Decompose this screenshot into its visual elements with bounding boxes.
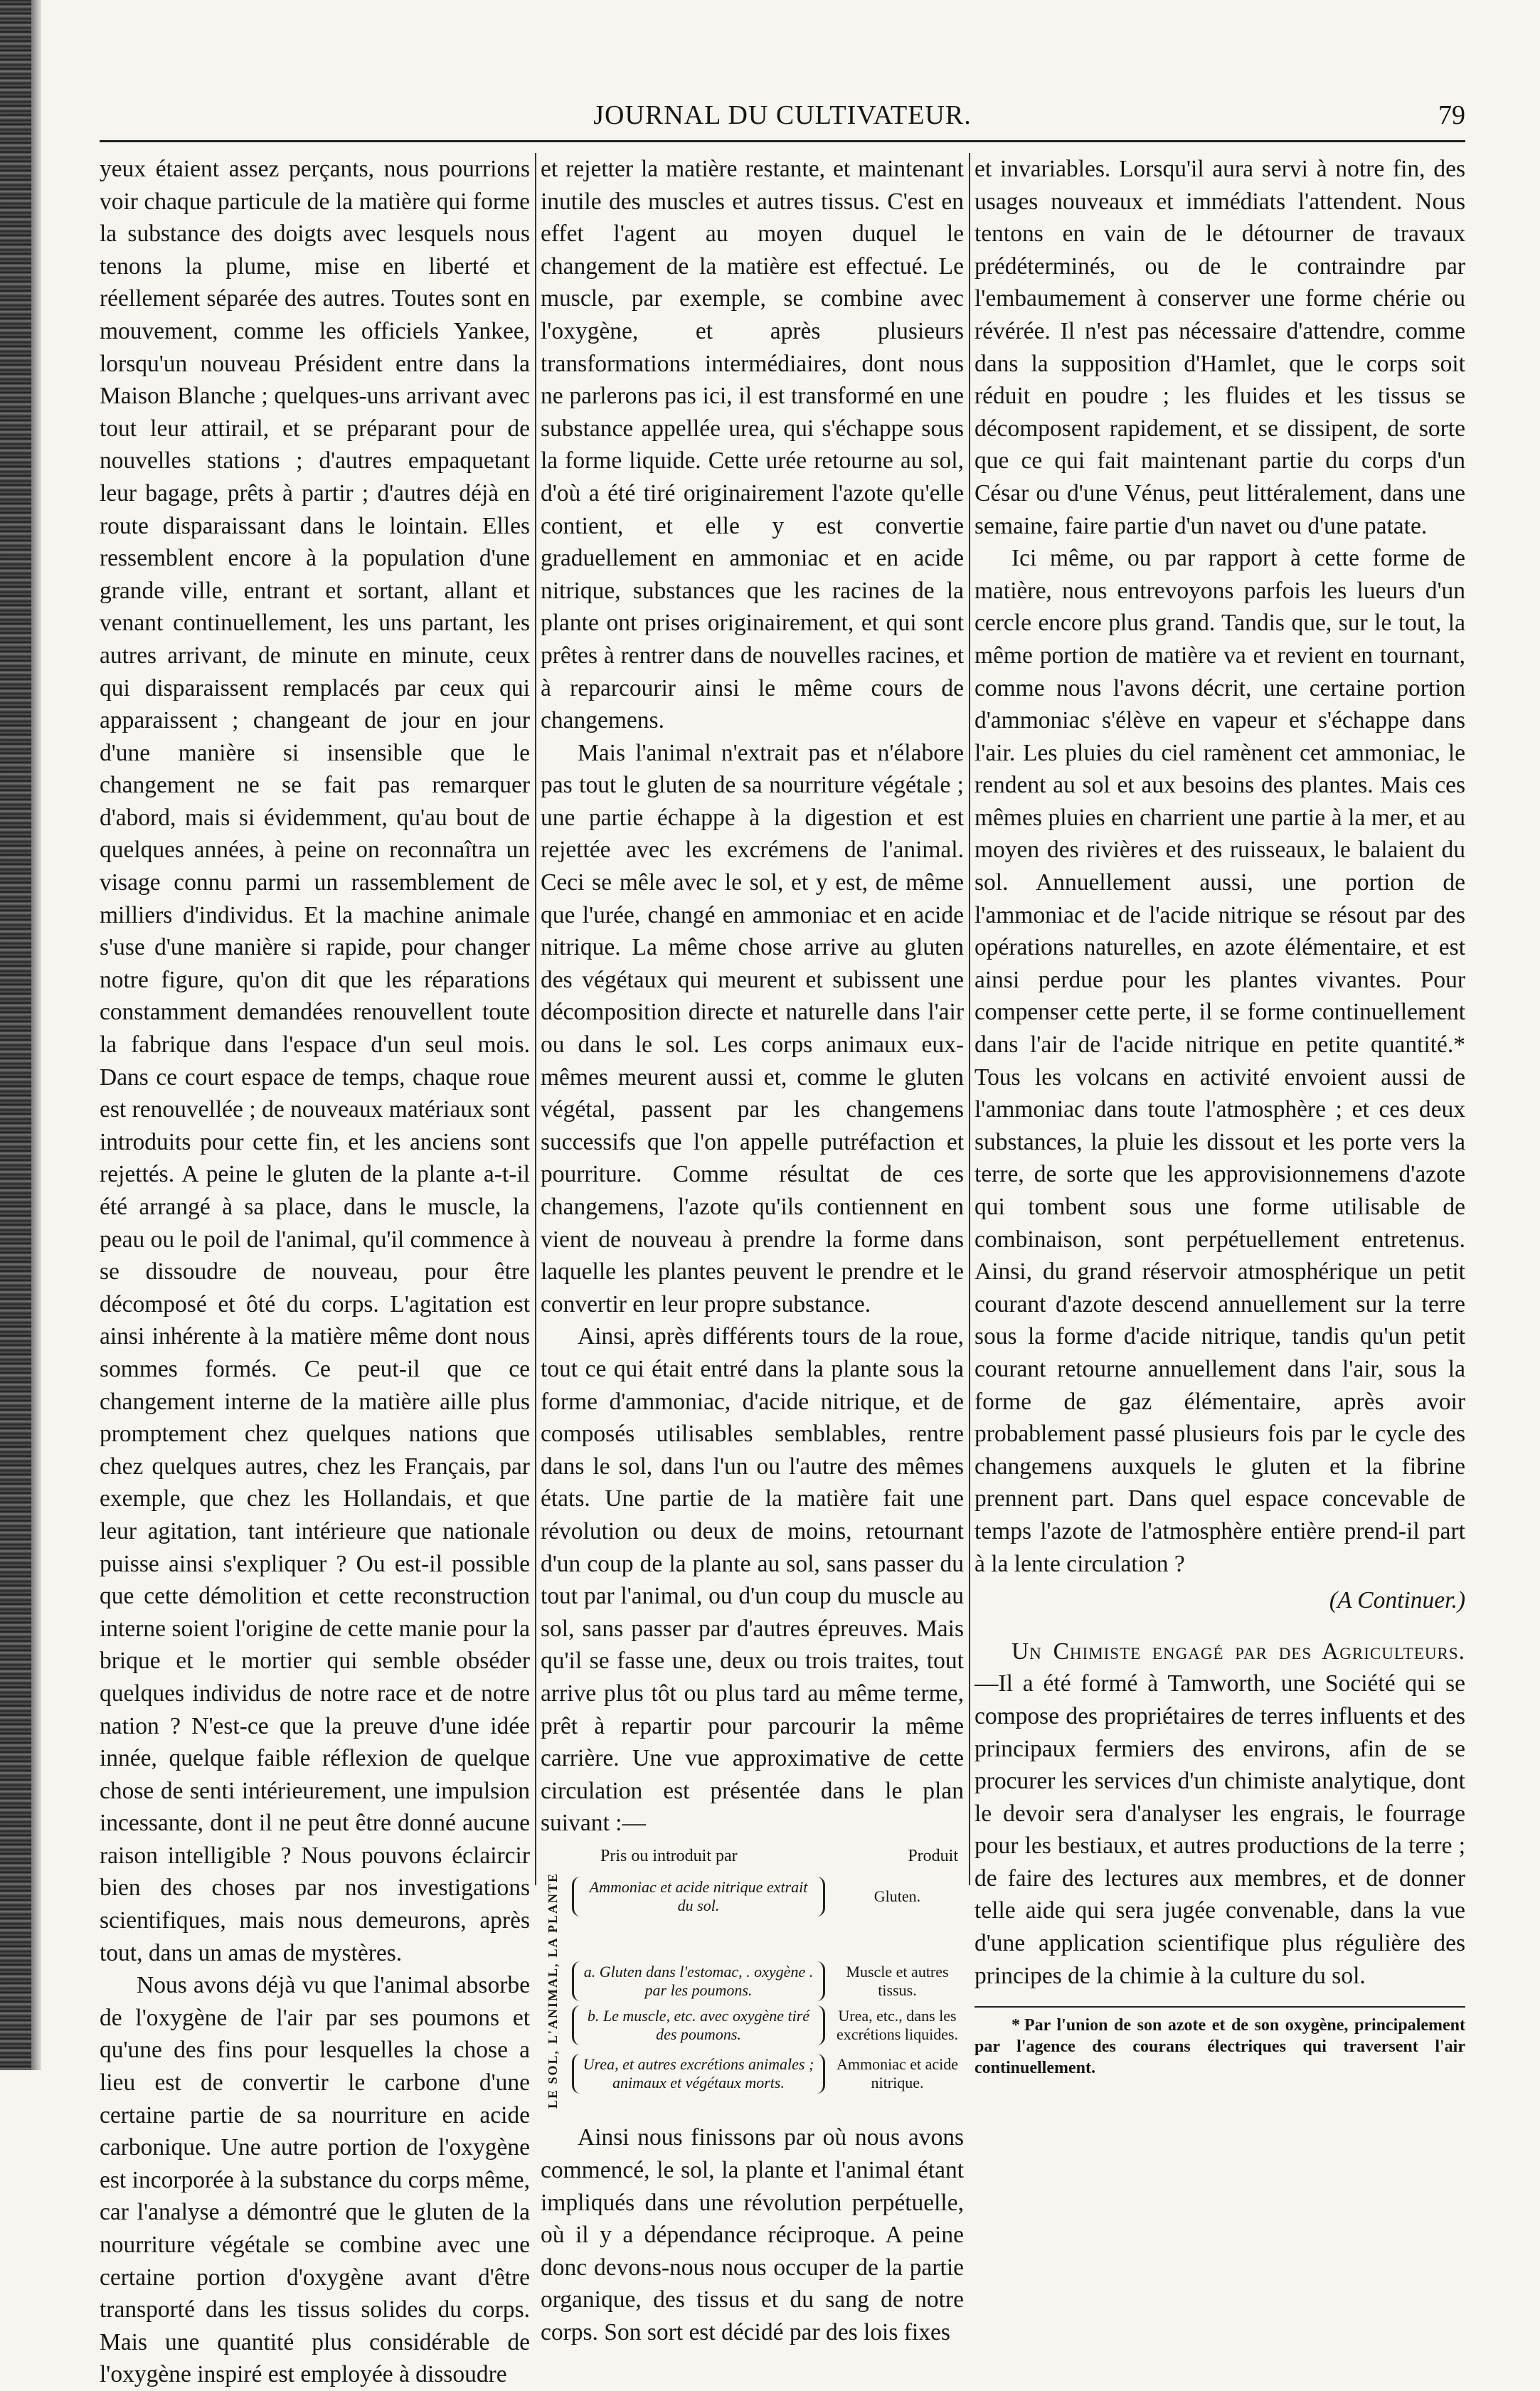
running-head: JOURNAL DU CULTIVATEUR.: [593, 100, 972, 130]
input-cell: b. Le muscle, etc. avec oxygène tiré des poumons.: [572, 2005, 825, 2045]
footnote-text: Par l'union de son azote et de son oxygène, principalement par l'agence des courans électriques qui traversent l'air continuellement.: [975, 2016, 1465, 2078]
to-be-continued: (A Continuer.): [1329, 1587, 1465, 1614]
circulation-row: [572, 1877, 964, 1916]
circulation-group-soil: [543, 2050, 964, 2109]
output-cell: Urea, etc., dans les excrétions liquides.: [836, 2007, 959, 2044]
page-number: 79: [1438, 100, 1465, 130]
output-cell: Muscle et autres tissus.: [846, 1963, 949, 2000]
page-header: [100, 100, 1465, 135]
footnote-mark: *: [1011, 2016, 1020, 2035]
input-cell: Ammoniac et acide nitrique extrait du sol.: [572, 1877, 825, 1916]
paragraph: et rejetter la matière restante, et maintenant inutile des muscles et autres tissus. C'est en effet l'agent au moyen duquel le changement de la matière est effectué. Le muscle, par exemple, se combine avec l'oxygène, et après plusieurs transformations intermédiaires, dont nous ne parlerons pas ici, il est transformé en une substance appellée urea, qui s'échappe sous la forme liquide. Cette urée retourne au sol, d'où a été tiré originairement l'azote qu'elle contient, et elle y est convertie graduellement en ammoniac et en acide nitrique, substances que les racines de la plante ont prises originairement, et qui sont prêtes à rentrer dans de nouvelles racines, et à reparcourir ainsi le même cours de changemens.: [541, 156, 964, 734]
paragraph: Mais l'animal n'extrait pas et n'élabore pas tout le gluten de sa nourriture végétale ; une partie échappe à la digestion et est rejettée avec les excrémens de l'animal. Ceci se mêle avec le sol, et y est, de même que l'urée, changé en ammoniac et en acide nitrique. La même chose arrive au gluten des végétaux qui meurent et subissent une décomposition directe et naturelle dans l'air ou dans le sol. Les corps animaux eux-mêmes meurent aussi et, comme le gluten végétal, passent par les changemens successifs que l'on appelle putréfaction et pourriture. Comme résultat de ces changemens, l'azote qu'ils contiennent en vient de nouveau à prendre la forme dans laquelle les plantes peuvent le prendre et le convertir en leur propre substance.: [541, 739, 964, 1318]
circulation-row: [572, 2005, 964, 2045]
paragraph: et invariables. Lorsqu'il aura servi à notre fin, des usages nouveaux et immédiats l'attendent. Nous tentons en vain de le détourner de travaux prédéterminés, ou de le contraindre par l'embaumement à conserver une forme chérie ou révérée. Il n'est pas nécessaire d'attendre, comme dans la supposition d'Hamlet, que le corps soit réduit en poudre ; les fluides et les tissus se décomposent rapidement, et se dissipent, de sorte que ce qui fait maintenant partie du corps d'un César ou d'une Vénus, peut littéralement, dans une semaine, faire partie d'un navet ou d'une patate.: [975, 156, 1465, 539]
header-output: Produit: [908, 1846, 958, 1865]
output-cell: Ammoniac et acide nitrique.: [836, 2055, 959, 2092]
circulation-group-animal: [543, 1957, 964, 2050]
column-divider: [535, 153, 536, 1885]
output-cell: Gluten.: [873, 1887, 921, 1905]
notice-paragraph: [975, 1635, 1465, 1993]
input-cell: Urea, et autres excrétions animales ; animaux et végétaux morts.: [572, 2054, 825, 2094]
column-divider: [969, 153, 970, 1885]
column-right: [975, 153, 1465, 2078]
book-spine-shadow: [0, 0, 31, 2070]
circulation-row: [572, 2054, 964, 2094]
footnote: [975, 2015, 1465, 2079]
input-cell: a. Gluten dans l'estomac, . oxygène . par les poumons.: [572, 1961, 825, 2001]
circulation-table-header: [543, 1847, 964, 1865]
paragraph: Ici même, ou par rapport à cette forme de matière, nous entrevoyons parfois les lueurs d'un cercle encore plus grand. Tandis que, sur le tout, la même portion de matière va et revient en tournant, comme nous l'avons décrit, une certaine portion d'ammoniac s'élève en vapeur et s'échappe dans l'air. Les pluies du ciel ramènent cet ammoniac, le rendent au sol et aux besoins des plantes. Mais ces mêmes pluies en charrient une partie à la mer, et au moyen des rivières et des ruisseaux, le balaient du sol. Annuellement aussi, une portion de l'ammoniac et de l'acide nitrique se résout par des opérations naturelles, en azote élémentaire, et est ainsi perdue pour les plantes vivantes. Pour compenser cette perte, il se forme continuellement dans l'air de l'acide nitrique en petite quantité.* Tous les volcans en activité envoient aussi de l'ammoniac dans toute l'atmosphère ; et ces deux substances, la pluie les dissout et les porte vers la terre, de sorte que les approvisionnemens d'azote qui tombent sous une forme utilisable de combinaison, sont perpétuellement entretenus. Ainsi, du grand réservoir atmosphérique un petit courant d'azote descend annuellement sur la terre sous la forme d'acide nitrique, tandis qu'un petit courant retourne annuellement dans l'air, sous la forme de gaz élémentaire, après avoir probablement passé plusieurs fois par le cycle des changemens auxquels le gluten et la fibrine prennent part. Dans quel espace concevable de temps l'azote de l'atmosphère entière prend-il part à la lente circulation ?: [975, 545, 1465, 1577]
circulation-group-plant: [543, 1872, 964, 1958]
circulation-row: [572, 1961, 964, 2001]
header-rule: [100, 140, 1465, 142]
circulation-table: [543, 1847, 964, 2109]
header-input: Pris ou introduit par: [600, 1846, 738, 1865]
notice-body: —Il a été formé à Tamworth, une Société qui se compose des propriétaires de terres influents et des principaux fermiers des environs, afin de se procurer les services d'un chimiste analytique, dont le devoir sera d'analyser les engrais, le fourrage pour les bestiaux, et autres productions de la terre ; de faire des lectures aux membres, et de donner telle aide qui sera jugée convenable, dans la vue d'une application scientifique plus régulière des principes de la chimie à la culture du sol.: [975, 1670, 1465, 1989]
group-label: LE SOL,: [546, 2050, 560, 2109]
paragraph: Nous avons déjà vu que l'animal absorbe de l'oxygène de l'air par ses poumons et qu'une des fins pour lesquelles la chose a lieu est de convertir le carbone d'une certaine partie de sa nourriture en acide carbonique. Une autre portion de l'oxygène est incorporée à la substance du corps même, car l'analyse a démontré que le gluten de la nourriture végétale se combine avec une certaine portion d'oxygène avant d'être transporté dans les tissus solides du corps. Mais une quantité plus considérable de l'oxygène inspiré est employée à dissoudre: [100, 1972, 530, 2388]
column-left: [100, 153, 530, 2388]
paragraph: Ainsi, après différents tours de la roue, tout ce qui était entré dans la plante sous la forme d'ammoniac, d'acide nitrique, et de composés utilisables semblables, rentre dans le sol, dans l'un ou l'autre des mêmes états. Une partie de la matière fait une révolution ou deux de moins, retournant d'un coup de la plante au sol, sans passer du tout par l'animal, ou d'un coup du muscle au sol, sans passer par d'autres épreuves. Mais qu'il se fasse une, deux ou trois traites, tout arrive plus tôt ou plus tard au même terme, prêt à repartir pour parcourir la même carrière. Une vue approximative de cette circulation est présentée dans le plan suivant :—: [541, 1323, 964, 1837]
paragraph: Ainsi nous finissons par où nous avons commencé, le sol, la plante et l'animal étant impliqués dans une révolution perpétuelle, où il y a dépendance réciproque. A peine donc devons-nous nous occuper de la partie organique, des tissus et du sang de notre corps. Son sort est décidé par des lois fixes: [541, 2124, 964, 2345]
notice-title: Un Chimiste engagé par des Agriculteurs.: [1011, 1638, 1465, 1665]
gutter-shadow: [31, 0, 41, 2070]
footnote-rule: [975, 2006, 1465, 2008]
column-middle: [541, 153, 964, 2345]
group-label: L'ANIMAL,: [546, 1963, 560, 2045]
paragraph: yeux étaient assez perçants, nous pourrions voir chaque particule de la matière qui forme la substance des doigts avec lesquels nous tenons la plume, mise en liberté et réellement séparée des autres. Toutes sont en mouvement, comme les officiels Yankee, lorsqu'un nouveau Président entre dans la Maison Blanche ; quelques-uns arrivant avec tout leur attirail, et se préparant pour de nouvelles stations ; d'autres empaquetant leur bagage, prêts à partir ; d'autres déjà en route disparaissant dans le lointain. Elles ressemblent encore à la population d'une grande ville, entrant et sortant, allant et venant continuellement, les uns partant, les autres arrivant, de minute en minute, ceux qui disparaissent remplacés par ceux qui apparaissent ; changeant de jour en jour d'une manière si insensible que le changement ne se fait pas remarquer d'abord, mais si évidemment, qu'au bout de quelques années, à peine on reconnaîtra un visage connu parmi un rassemblement de milliers d'individus. Et la machine animale s'use d'une manière si rapide, pour changer notre figure, qu'on dit que les réparations constamment demandées renouvellent toute la fabrique dans l'espace d'un seul mois. Dans ce court espace de temps, chaque roue est renouvellée ; de nouveaux matériaux sont introduits pour cette fin, et les anciens sont rejettés. A peine le gluten de la plante a-t-il été arrangé à sa place, dans le muscle, la peau ou le poil de l'animal, qu'il commence à se dissoudre de nouveau, pour être décomposé et ôté du corps. L'agitation est ainsi inhérente à la matière même dont nous sommes formés. Ce peut-il que ce changement interne de la matière aille plus promptement chez quelques nations que chez quelques autres, chez les Français, par exemple, que chez les Hollandais, et que leur agitation, tant intérieure que nationale puisse ainsi s'expliquer ? Ou est-il possible que cette démolition et cette reconstruction interne soient l'origine de cette manie pour la brique et le mortier qui semble obséder quelques individus de notre race et de notre nation ? N'est-ce que la preuve d'une idée innée, quelque faible réflexion de quelque chose de senti intérieurement, une impulsion incessante, dont il ne peut être donné aucune raison intelligible ? Nous pouvons éclaircir bien des choses par nos investigations scientifiques, mais nous demeurons, après tout, dans un amas de mystères.: [100, 156, 530, 1966]
group-label: LA PLANTE: [546, 1872, 560, 1958]
